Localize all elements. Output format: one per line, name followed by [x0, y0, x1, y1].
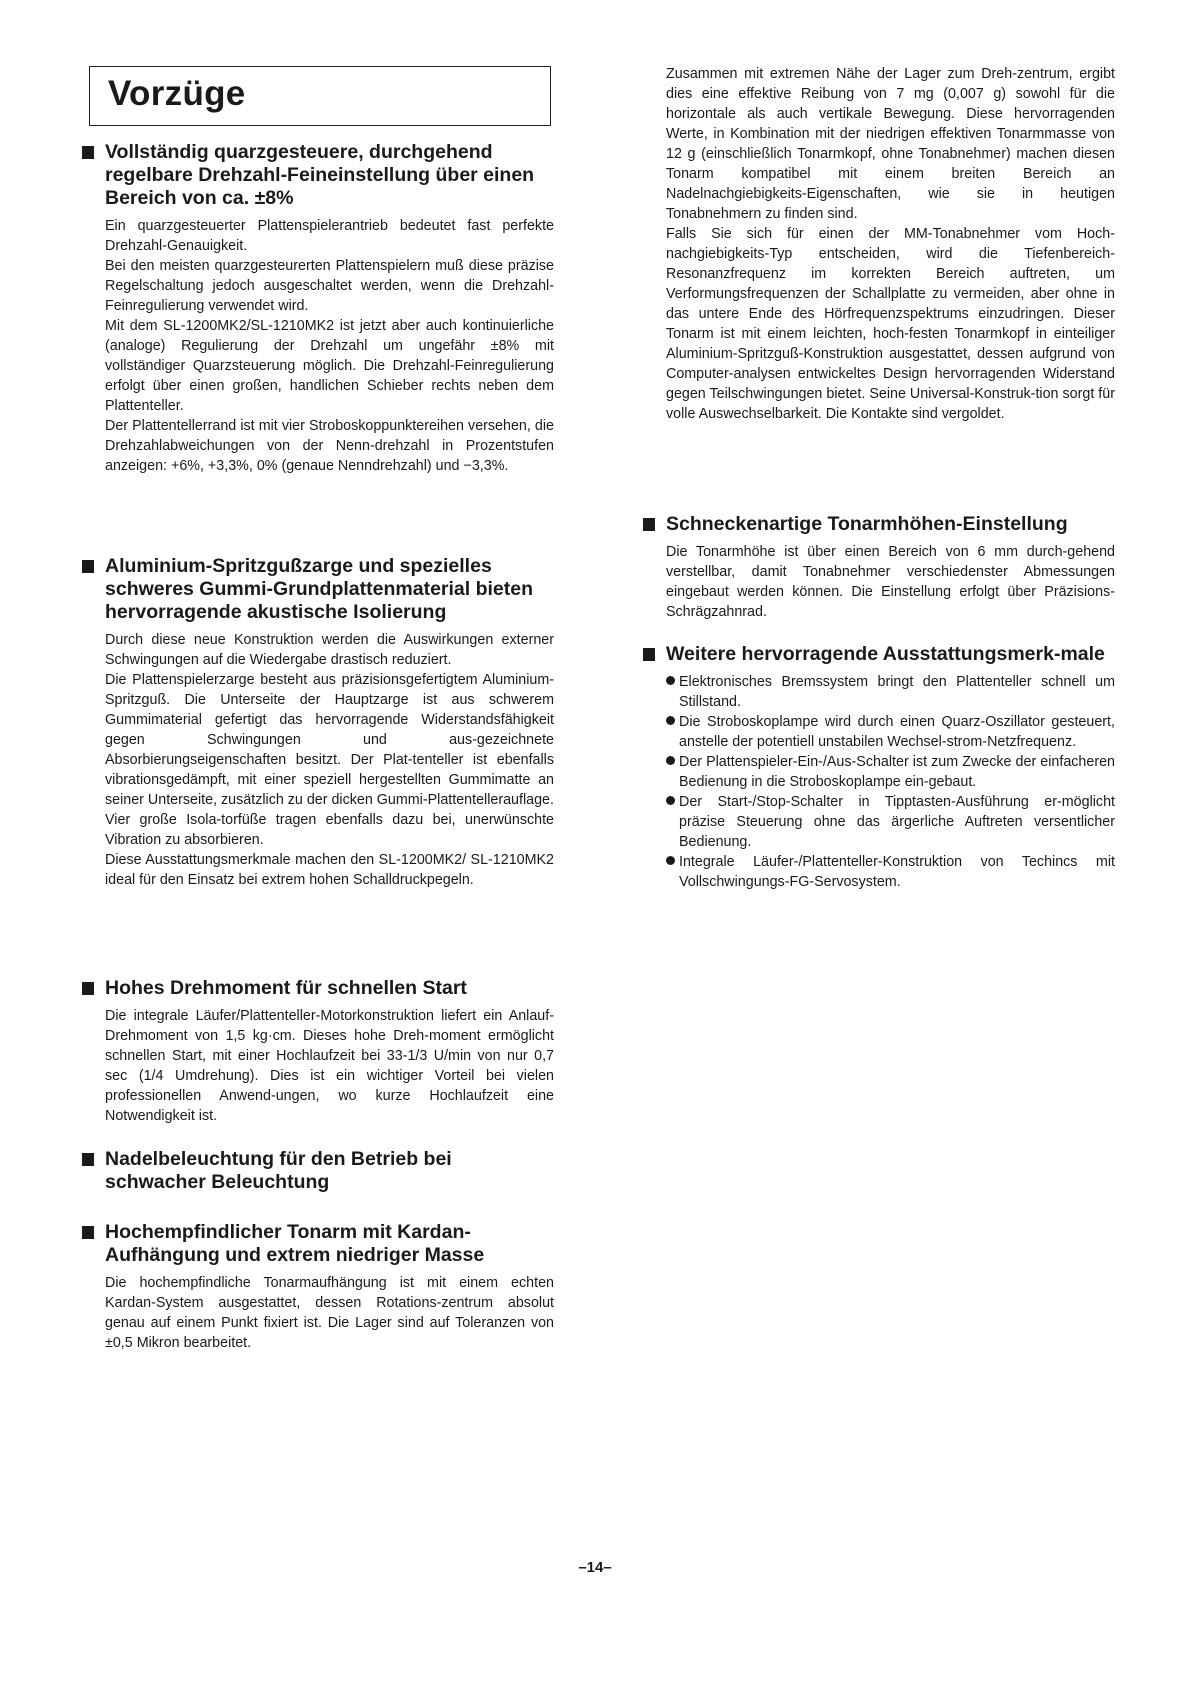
round-bullet-icon [666, 716, 675, 725]
paragraph: Die Plattenspielerzarge besteht aus präzisionsgefertigtem Aluminium-Spritzguß. Die Unterseite der Hauptzarge ist aus schwerem Gummimaterial gefertigt das hervorragende Widerstandsfähigkeit gegen Schwingungen und aus-gezeichnete Absorbierungseigenschaften besitzt. Der Plat-tenteller ist ebenfalls vibrationsgedämpft, mit einer speziell hergestellten Gummimatte an seiner Unterseite, zusätzlich zu der dicken Gummi-Plattentellerauflage. Vier große Isola-torfüße tragen ebenfalls dazu bei, unerwünschte Vibration zu absorbieren. [105, 672, 554, 848]
section-further-features [643, 643, 1115, 892]
page-title: Vorzüge [108, 74, 246, 113]
paragraph: Durch diese neue Konstruktion werden die Auswirkungen externer Schwingungen auf die Wiedergabe drastisch reduziert. [105, 632, 554, 668]
square-bullet-icon [82, 560, 94, 573]
section-stylus-light [82, 1148, 554, 1194]
paragraph: Mit dem SL-1200MK2/SL-1210MK2 ist jetzt aber auch kontinuierliche (analoge) Regulierung der Drehzahl um ungefähr ±8% mit vollständiger Quarzsteuerung möglich. Die Drehzahl-Feinregulierung erfolgt über einen großen, handlichen Schieber rechts neben dem Plattenteller. [105, 318, 554, 414]
section-high-torque [82, 977, 554, 1126]
paragraph: Die Tonarmhöhe ist über einen Bereich von 6 mm durch-gehend verstellbar, damit Tonabnehmer verschiedenster Abmessungen eingebaut werden können. Die Einstellung erfolgt über Präzisions-Schrägzahnrad. [666, 544, 1115, 620]
paragraph: Bei den meisten quarzgesteurerten Plattenspielern muß diese präzise Regelschaltung jedoch ausgeschaltet werden, wenn die Drehzahl-Feinregulierung verwendet wird. [105, 258, 554, 314]
square-bullet-icon [82, 982, 94, 995]
section-quartz-control [82, 141, 554, 476]
section-heading: Hohes Drehmoment für schnellen Start [105, 977, 467, 999]
list-item: Der Start-/Stop-Schalter in Tipptasten-Ausführung er-möglicht präzise Steuerung ohne das ärgerliche Auftreten versentlicher Bedienung. [666, 792, 1115, 852]
paragraph: Falls Sie sich für einen der MM-Tonabnehmer vom Hoch-nachgiebigkeits-Typ entscheiden, wird die Tiefenbereich-Resonanzfrequenz im korrekten Bereich auftreten, um Verformungsfrequenzen der Schallplatte zu vermeiden, aber ohne in das untere Ende des Hörfrequenzspektrums einzudringen. Dieser Tonarm ist mit einem leichten, hoch-festen Tonarmkopf in einteiliger Aluminium-Spritzguß-Konstruktion ausgestattet, dessen aufgrund von Computer-analysen entwickeltes Design hervorragenden Widerstand gegen Teilschwingungen bietet. Seine Universal-Konstruk-tion sorgt für volle Auswechselbarkeit. Die Kontakte sind vergoldet. [666, 226, 1115, 422]
round-bullet-icon [666, 796, 675, 805]
square-bullet-icon [82, 1226, 94, 1239]
round-bullet-icon [666, 756, 675, 765]
round-bullet-icon [666, 676, 675, 685]
section-heading: Nadelbeleuchtung für den Betrieb bei schwacher Beleuchtung [105, 1148, 452, 1193]
section-heading: Hochempfindlicher Tonarm mit Kardan-Aufhängung und extrem niedriger Masse [105, 1221, 485, 1266]
title-box [89, 66, 551, 126]
section-heading: Vollständig quarzgesteuere, durchgehend regelbare Drehzahl-Feineinstellung über einen Bereich von ca. ±8% [105, 141, 535, 209]
section-heading: Weitere hervorragende Ausstattungsmerk-male [666, 643, 1105, 665]
paragraph: Die hochempfindliche Tonarmaufhängung ist mit einem echten Kardan-System ausgestattet, dessen Rotations-zentrum absolut genau auf einem Punkt fixiert ist. Die Lager sind auf Toleranzen von ±0,5 Mikron bearbeitet. [105, 1275, 554, 1351]
paragraph: Der Plattentellerrand ist mit vier Stroboskoppunktereihen versehen, die Drehzahlabweichungen von der Nenn-drehzahl in Prozentstufen anzeigen: +6%, +3,3%, 0% (genaue Nenndrehzahl) und −3,3%. [105, 418, 554, 474]
feature-list [666, 672, 1115, 892]
tonearm-continuation [643, 64, 1115, 424]
section-tonearm-height [643, 513, 1115, 622]
paragraph: Die integrale Läufer/Plattenteller-Motorkonstruktion liefert ein Anlauf-Drehmoment von 1,5 kg·cm. Dieses hohe Dreh-moment ermöglicht schnellen Start, mit einer Hochlaufzeit bei 33-1/3 U/min von nur 0,7 sec (1/4 Umdrehung). Dies ist ein wichtiger Vorteil bei vielen professionellen Anwend-ungen, wo kurze Hochlaufzeit eine Notwendigkeit ist. [105, 1008, 554, 1124]
paragraph: Ein quarzgesteuerter Plattenspielerantrieb bedeutet fast perfekte Drehzahl-Genauigkeit. [105, 218, 554, 254]
list-item: Die Stroboskoplampe wird durch einen Quarz-Oszillator gesteuert, anstelle der potentiell unstabilen Wechsel-strom-Netzfrequenz. [666, 712, 1115, 752]
section-heading: Schneckenartige Tonarmhöhen-Einstellung [666, 513, 1068, 535]
square-bullet-icon [643, 518, 655, 531]
square-bullet-icon [82, 146, 94, 159]
paragraph: Zusammen mit extremen Nähe der Lager zum Dreh-zentrum, ergibt dies eine effektive Reibung von 7 mg (0,007 g) sowohl für die horizontale als auch vertikale Bewegung. Diese hervorragenden Werte, in Kombination mit der niedrigen effektiven Tonarmmasse von 12 g (einschließlich Tonarmkopf, ohne Tonabnehmer) machen diesen Tonarm kompatibel mit einem breiten Bereich an Nadelnachgiebigkeits-Eigenschaften, wie sie in heutigen Tonabnehmern zu finden sind. [666, 66, 1115, 222]
square-bullet-icon [643, 648, 655, 661]
list-item: Elektronisches Bremssystem bringt den Plattenteller schnell um Stillstand. [666, 672, 1115, 712]
round-bullet-icon [666, 856, 675, 865]
list-item: Integrale Läufer-/Plattenteller-Konstruktion von Techincs mit Vollschwingungs-FG-Servosystem. [666, 852, 1115, 892]
square-bullet-icon [82, 1153, 94, 1166]
paragraph: Diese Ausstattungsmerkmale machen den SL-1200MK2/ SL-1210MK2 ideal für den Einsatz bei extrem hohen Schalldruckpegeln. [105, 852, 554, 888]
section-tonearm [82, 1221, 554, 1353]
list-item: Der Plattenspieler-Ein-/Aus-Schalter ist zum Zwecke der einfacheren Bedienung in die Stroboskoplampe ein-gebaut. [666, 752, 1115, 792]
section-heading: Aluminium-Spritzgußzarge und spezielles schweres Gummi-Grundplattenmaterial bieten hervorragende akustische Isolierung [105, 555, 534, 623]
section-aluminium-chassis [82, 555, 554, 890]
page-number: –14– [578, 1559, 612, 1576]
